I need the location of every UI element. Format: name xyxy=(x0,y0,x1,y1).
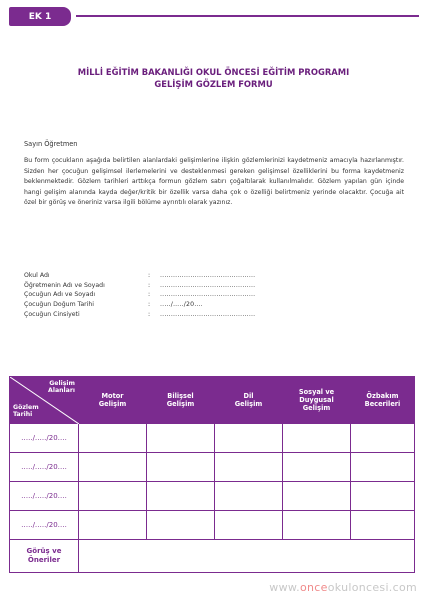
info-colon: : xyxy=(148,272,151,280)
col-social-emotional-development: Sosyal ve Duygusal Gelişim xyxy=(283,377,351,424)
ek-label-tab: EK 1 xyxy=(9,7,71,26)
table-row xyxy=(10,424,415,453)
table-row xyxy=(10,511,415,540)
title-line-1: MİLLİ EĞİTİM BAKANLIĞI OKUL ÖNCESİ EĞİTİM PROGRAMI xyxy=(77,67,350,77)
date-cell[interactable]: …../…../20…. xyxy=(10,511,79,540)
instructions-paragraph: Bu form çocukların aşağıda belirtilen alanlardaki gelişimlerine ilişkin gözlemlerinizi kaydetmeniz amacıyla hazırlanmıştır. Sizden her çocuğun gelişimsel ilerlemelerini ve desteklenmesi gereken gelişimsel özelliklerini bu forma kaydetmeniz beklenmektedir. Gözlem tarihleri arttıkça formun gözlem satırı çoğaltılarak kullanılmalıdır. Gözlem yapılan gün içinde hangi gelişim alanında kayda değer/kritik bir özellik varsa daha çok o özelliği belirtmeniz yerinde olacaktır. Çocuğa ait özel bir görüş ve öneriniz varsa ilgili bölüme ayrıntılı olarak yazınız. xyxy=(24,157,404,207)
col-motor-development: Motor Gelişim xyxy=(79,377,147,424)
language-cell[interactable] xyxy=(215,511,283,540)
info-row-gender xyxy=(24,309,324,319)
language-cell[interactable] xyxy=(215,424,283,453)
info-colon: : xyxy=(148,291,151,299)
observation-date-label: Gözlem Tarihi xyxy=(13,404,39,418)
col-cognitive-development: Bilişsel Gelişim xyxy=(147,377,215,424)
col-self-care-skills: Özbakım Becerileri xyxy=(351,377,415,424)
info-row-birth-date xyxy=(24,300,324,310)
self-care-cell[interactable] xyxy=(351,482,415,511)
cognitive-cell[interactable] xyxy=(147,453,215,482)
table-header-row xyxy=(10,377,415,424)
cognitive-cell[interactable] xyxy=(147,424,215,453)
motor-cell[interactable] xyxy=(79,453,147,482)
self-care-cell[interactable] xyxy=(351,453,415,482)
student-info-block xyxy=(24,271,324,319)
child-name-field[interactable]: ............................................ xyxy=(160,291,256,299)
social-cell[interactable] xyxy=(283,453,351,482)
info-row-child-name xyxy=(24,290,324,300)
form-title xyxy=(0,66,427,90)
info-colon: : xyxy=(148,281,151,289)
social-cell[interactable] xyxy=(283,511,351,540)
birth-date-field[interactable]: ..…/…../20…. xyxy=(160,301,203,309)
teacher-name-label: Öğretmenin Adı ve Soyadı xyxy=(24,281,105,289)
motor-cell[interactable] xyxy=(79,511,147,540)
teacher-name-field[interactable]: ............................................ xyxy=(160,281,256,289)
language-cell[interactable] xyxy=(215,482,283,511)
watermark-prefix: www. xyxy=(269,581,300,594)
date-cell[interactable]: …../…../20…. xyxy=(10,424,79,453)
school-name-label: Okul Adı xyxy=(24,272,50,280)
info-colon: : xyxy=(148,310,151,318)
school-name-field[interactable]: ............................................ xyxy=(160,272,256,280)
table-row xyxy=(10,482,415,511)
title-line-2: GELİŞİM GÖZLEM FORMU xyxy=(154,79,273,89)
salutation: Sayın Öğretmen xyxy=(24,140,78,148)
motor-cell[interactable] xyxy=(79,424,147,453)
date-cell[interactable]: …../…../20…. xyxy=(10,453,79,482)
self-care-cell[interactable] xyxy=(351,511,415,540)
self-care-cell[interactable] xyxy=(351,424,415,453)
info-row-teacher xyxy=(24,281,324,291)
table-row xyxy=(10,453,415,482)
watermark-suffix: okuloncesi.com xyxy=(327,581,417,594)
gender-label: Çocuğun Cinsiyeti xyxy=(24,310,80,318)
language-cell[interactable] xyxy=(215,453,283,482)
gender-field[interactable]: ............................................ xyxy=(160,310,256,318)
cognitive-cell[interactable] xyxy=(147,511,215,540)
info-colon: : xyxy=(148,301,151,309)
site-watermark xyxy=(269,581,417,594)
opinions-field[interactable] xyxy=(79,540,415,573)
opinions-label: Görüş ve Öneriler xyxy=(10,540,79,573)
social-cell[interactable] xyxy=(283,482,351,511)
col-language-development: Dil Gelişim xyxy=(215,377,283,424)
date-cell[interactable]: …../…../20…. xyxy=(10,482,79,511)
development-areas-label: Gelişim Alanları xyxy=(48,380,75,394)
child-name-label: Çocuğun Adı ve Soyadı xyxy=(24,291,96,299)
opinion-row xyxy=(10,540,415,573)
observation-table xyxy=(9,376,415,573)
birth-date-label: Çocuğun Doğum Tarihi xyxy=(24,301,95,309)
header-divider xyxy=(76,15,419,17)
table-corner-cell xyxy=(10,377,79,424)
watermark-highlight: once xyxy=(299,581,328,594)
social-cell[interactable] xyxy=(283,424,351,453)
info-row-school xyxy=(24,271,324,281)
cognitive-cell[interactable] xyxy=(147,482,215,511)
motor-cell[interactable] xyxy=(79,482,147,511)
